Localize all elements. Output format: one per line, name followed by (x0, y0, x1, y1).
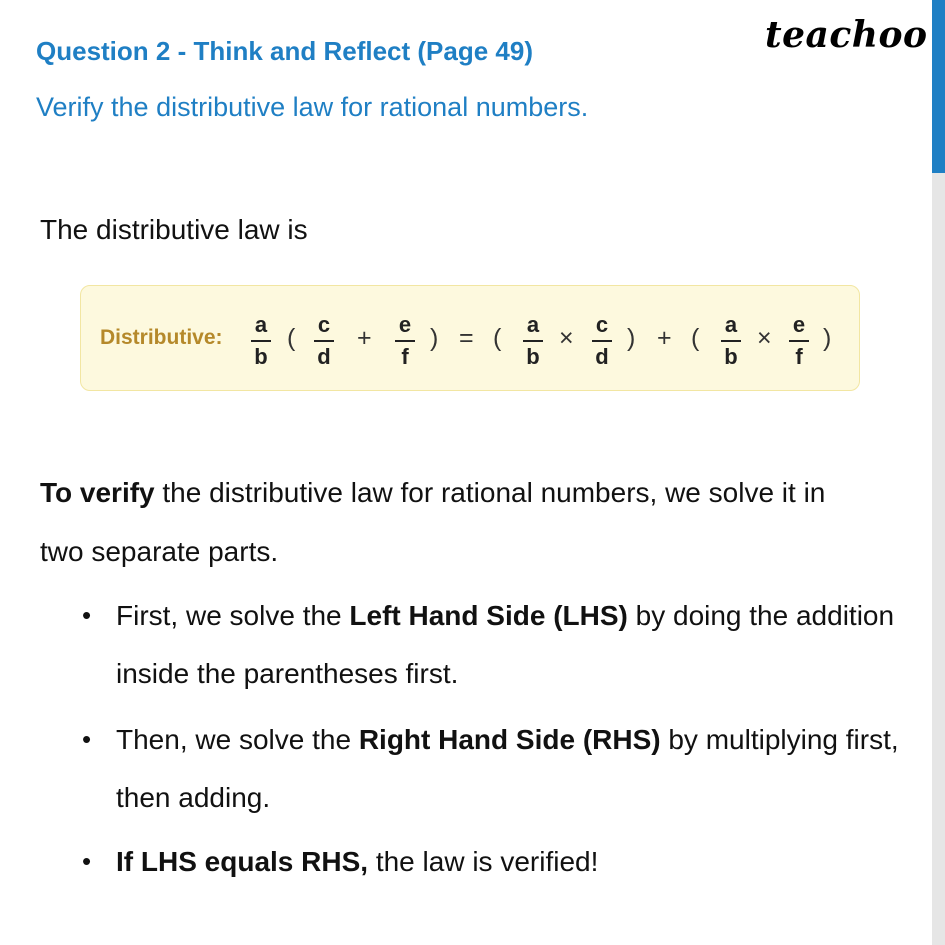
question-text: Verify the distributive law for rational numbers. (36, 92, 589, 122)
right-paren: ) (823, 324, 832, 352)
verify-text: the distributive law for rational numbers, we solve it in (154, 477, 826, 508)
bullet-2-line1 (116, 724, 899, 756)
times-sign: × (559, 324, 574, 352)
fraction-numerator: a (526, 312, 540, 337)
bullet-text: First, we solve the (116, 600, 350, 631)
verify-bold-lead: To verify (40, 477, 155, 508)
right-paren: ) (627, 324, 636, 352)
bullet-1-line2: inside the parentheses first. (116, 658, 459, 689)
fraction-a-b (523, 313, 543, 369)
bullet-text: by doing the addition (627, 600, 895, 631)
bullet-icon: • (82, 846, 92, 876)
fraction-a-b (721, 313, 741, 369)
bullet-2-line2: then adding. (116, 782, 271, 813)
fraction-denominator: b (526, 344, 540, 369)
fraction-numerator: c (595, 312, 609, 337)
bullet-1-line1 (116, 600, 894, 632)
bullet-text: by multiplying first, (660, 724, 899, 755)
fraction-numerator: a (254, 312, 268, 337)
teachoo-logo: teachoo (765, 14, 928, 56)
bullet-text: the law is verified! (368, 846, 599, 877)
scrollbar-track[interactable] (932, 0, 945, 945)
fraction-numerator: e (792, 312, 806, 337)
fraction-denominator: d (317, 344, 331, 369)
bullet-text: Then, we solve the (116, 724, 359, 755)
fraction-denominator: b (724, 344, 738, 369)
formula-label: Distributive: (100, 326, 223, 349)
intro-text: The distributive law is (40, 214, 308, 245)
fraction-denominator: f (401, 344, 409, 369)
left-paren: ( (287, 324, 296, 352)
right-paren: ) (430, 324, 439, 352)
scrollbar-thumb[interactable] (932, 0, 945, 173)
left-paren: ( (493, 324, 502, 352)
equals-sign: = (459, 324, 474, 352)
verify-paragraph-line1 (40, 477, 825, 509)
formula-box (80, 285, 860, 391)
question-title: Question 2 - Think and Reflect (Page 49) (36, 36, 533, 66)
fraction-numerator: a (724, 312, 738, 337)
fraction-c-d (314, 313, 334, 369)
fraction-denominator: f (795, 344, 803, 369)
left-paren: ( (691, 324, 700, 352)
fraction-denominator: d (595, 344, 609, 369)
fraction-a-b (251, 313, 271, 369)
bullet-bold-text: If LHS equals RHS, (116, 846, 369, 877)
fraction-e-f (395, 313, 415, 369)
fraction-numerator: c (317, 312, 331, 337)
bullet-3-line1 (116, 846, 598, 878)
bullet-icon: • (82, 724, 92, 754)
plus-sign: + (357, 324, 372, 352)
fraction-numerator: e (398, 312, 412, 337)
bullet-bold-text: Left Hand Side (LHS) (349, 600, 628, 631)
fraction-e-f (789, 313, 809, 369)
plus-sign: + (657, 324, 672, 352)
fraction-denominator: b (254, 344, 268, 369)
times-sign: × (757, 324, 772, 352)
verify-paragraph-line2: two separate parts. (40, 536, 279, 567)
bullet-bold-text: Right Hand Side (RHS) (358, 724, 661, 755)
bullet-icon: • (82, 600, 92, 630)
fraction-c-d (592, 313, 612, 369)
